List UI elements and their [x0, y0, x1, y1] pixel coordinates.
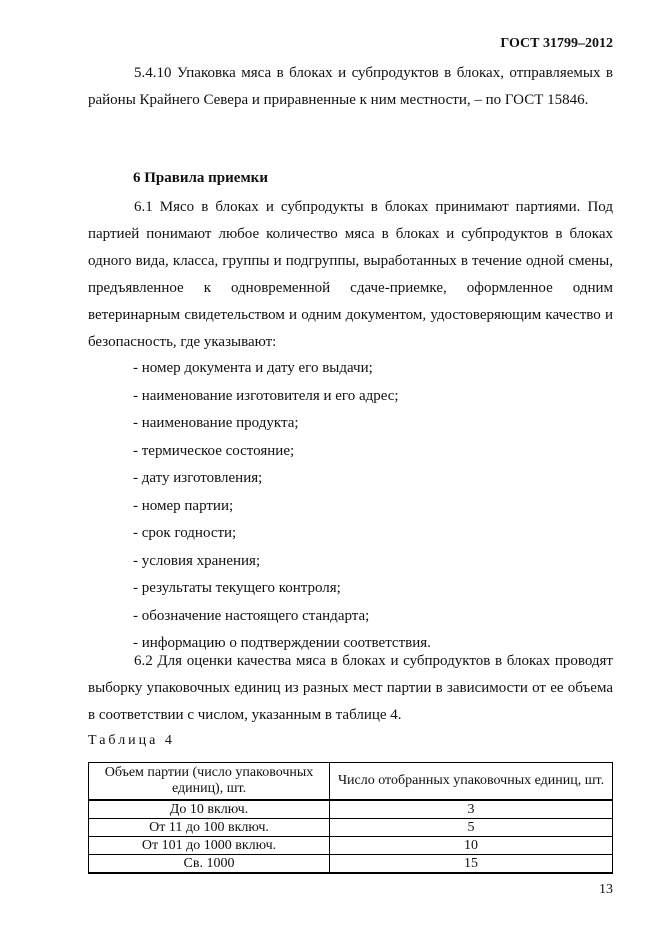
table-row [89, 855, 613, 874]
document-header: ГОСТ 31799–2012 [500, 36, 613, 51]
table-cell: От 101 до 1000 включ. [89, 837, 330, 855]
paragraph-6-2: 6.2 Для оценки качества мяса в блоках и субпродуктов в блоках проводят выборку упаковочных единиц из разных мест партии в зависимости от ее объема в соответствии с числом, указанным в таблице 4. [88, 653, 613, 723]
section-title: 6 Правила приемки [133, 170, 268, 186]
table-header-row [89, 763, 613, 801]
table-row [89, 800, 613, 819]
requirements-list [133, 355, 431, 658]
column-header-lot-size: Объем партии (число упаковочных единиц), шт. [89, 763, 330, 801]
list-item: - термическое состояние; [133, 442, 295, 459]
column-header-sample-count: Число отобранных упаковочных единиц, шт. [330, 763, 613, 801]
table-cell: Св. 1000 [89, 855, 330, 874]
list-item: - обозначение настоящего стандарта; [133, 607, 370, 624]
table-cell: От 11 до 100 включ. [89, 819, 330, 837]
table-row [89, 819, 613, 837]
list-item: - срок годности; [133, 525, 237, 541]
table-cell: 10 [330, 837, 613, 855]
table-label: Таблица 4 [88, 733, 175, 748]
list-item: - условия хранения; [133, 552, 261, 569]
list-item: - наименование изготовителя и его адрес; [133, 387, 399, 404]
table-cell: 5 [330, 819, 613, 837]
table-cell: До 10 включ. [89, 800, 330, 819]
list-item: - номер документа и дату его выдачи; [133, 360, 373, 376]
table-cell: 3 [330, 800, 613, 819]
table-row [89, 837, 613, 855]
list-item: - наименование продукта; [133, 415, 299, 431]
list-item: - номер партии; [133, 497, 234, 514]
paragraph-5-4-10: 5.4.10 Упаковка мяса в блоках и субпродуктов в блоках, отправляемых в районы Крайнего Севера и приравненные к ним местности, – по ГОСТ 15846. [88, 65, 613, 108]
table-cell: 15 [330, 855, 613, 874]
list-item: - дату изготовления; [133, 470, 263, 486]
list-item: - результаты текущего контроля; [133, 580, 341, 596]
paragraph-6-1: 6.1 Мясо в блоках и субпродукты в блоках принимают партиями. Под партией понимают любое количество мяса в блоках и субпродуктов в блоках одного вида, класса, группы и подгруппы, выработанных в течение одной смены, предъявленное к одновременной сдаче-приемке, оформленное одним ветеринарным свидетельством и одним документом, удостоверяющим качество и безопасность, где указывают: [88, 199, 613, 350]
list-item: - информацию о подтверждении соответствия. [133, 635, 431, 651]
sample-size-table [88, 762, 613, 874]
page-number: 13 [599, 882, 613, 897]
